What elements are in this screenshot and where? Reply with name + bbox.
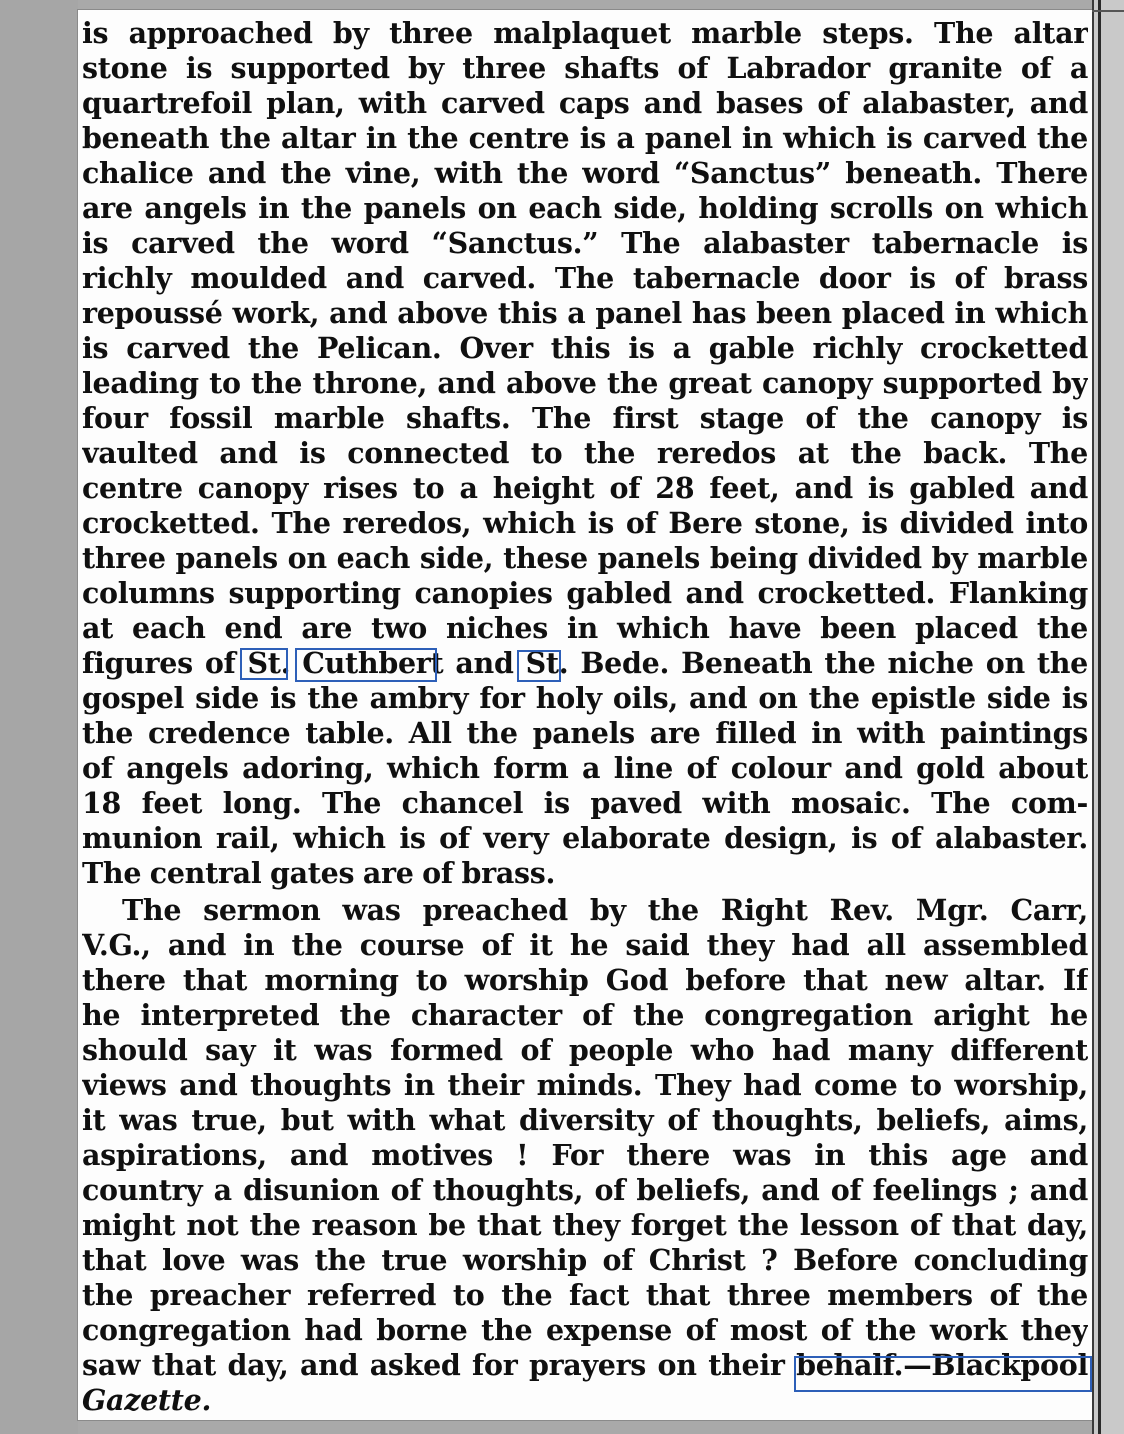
article-line: country a disunion of thoughts, of beliefs, and of feelings ; and	[82, 1173, 1088, 1207]
article-line: 18 feet long. The chancel is paved with mosaic. The com-	[82, 786, 1088, 820]
article-line: views and thoughts in their minds. They had come to worship,	[82, 1068, 1088, 1102]
article-line: are angels in the panels on each side, holding scrolls on which	[82, 191, 1088, 225]
article-line: beneath the altar in the centre is a panel in which is carved the	[82, 121, 1088, 155]
article-line: leading to the throne, and above the great canopy supported by	[82, 366, 1088, 400]
article-line: the preacher referred to the fact that three members of the	[82, 1278, 1088, 1312]
article-line: V.G., and in the course of it he said they had all assembled	[82, 928, 1088, 962]
page-top-edge	[1092, 10, 1124, 12]
article-line: should say it was formed of people who had many different	[82, 1033, 1088, 1067]
article-line: at each end are two niches in which have been placed the	[82, 611, 1088, 645]
article-line: is carved the word “Sanctus.” The alabaster tabernacle is	[82, 226, 1088, 260]
article-line: richly moulded and carved. The tabernacle door is of brass	[82, 261, 1088, 295]
article-line: gospel side is the ambry for holy oils, and on the epistle side is	[82, 681, 1088, 715]
article-line: munion rail, which is of very elaborate design, is of alabaster.	[82, 821, 1088, 855]
article-line: might not the reason be that they forget the lesson of that day,	[82, 1208, 1088, 1242]
article-line: that love was the true worship of Christ ? Before concluding	[82, 1243, 1088, 1277]
article-line: congregation had borne the expense of most of the work they	[82, 1313, 1088, 1347]
article-line: four fossil marble shafts. The first stage of the canopy is	[82, 401, 1088, 435]
article-line: repoussé work, and above this a panel has been placed in which	[82, 296, 1088, 330]
article-line: vaulted and is connected to the reredos at the back. The	[82, 436, 1088, 470]
article-line: The central gates are of brass.	[82, 856, 556, 890]
article-line: figures of St. Cuthbert and St. Bede. Beneath the niche on the	[82, 646, 1088, 680]
article-line: chalice and the vine, with the word “Sanctus” beneath. There	[82, 156, 1088, 190]
article-line: The sermon was preached by the Right Rev. Mgr. Carr,	[122, 893, 1088, 927]
article-line: of angels adoring, which form a line of colour and gold about	[82, 751, 1088, 785]
article-line: Gazette.	[82, 1383, 212, 1417]
article-line: three panels on each side, these panels being divided by marble	[82, 541, 1088, 575]
viewer-scrollbar-track[interactable]	[1092, 0, 1124, 1434]
article-line: aspirations, and motives ! For there was in this age and	[82, 1138, 1088, 1172]
article-line: stone is supported by three shafts of Labrador granite of a	[82, 51, 1088, 85]
article-line: is approached by three malplaquet marble steps. The altar	[82, 16, 1088, 50]
article-line: there that morning to worship God before that new altar. If	[82, 963, 1088, 997]
article-line: the credence table. All the panels are filled in with paintings	[82, 716, 1088, 750]
article-line: saw that day, and asked for prayers on their behalf.—Blackpool	[82, 1348, 1088, 1382]
article-line: is carved the Pelican. Over this is a gable richly crocketted	[82, 331, 1088, 365]
article-line: it was true, but with what diversity of thoughts, beliefs, aims,	[82, 1103, 1088, 1137]
article-line: centre canopy rises to a height of 28 feet, and is gabled and	[82, 471, 1088, 505]
article-line: quartrefoil plan, with carved caps and bases of alabaster, and	[82, 86, 1088, 120]
article-line: he interpreted the character of the congregation aright he	[82, 998, 1088, 1032]
page-edge-divider	[1098, 0, 1101, 1434]
viewer-margin-left	[0, 0, 78, 1434]
article-line: crocketted. The reredos, which is of Bere stone, is divided into	[82, 506, 1088, 540]
article-line: columns supporting canopies gabled and crocketted. Flanking	[82, 576, 1088, 610]
